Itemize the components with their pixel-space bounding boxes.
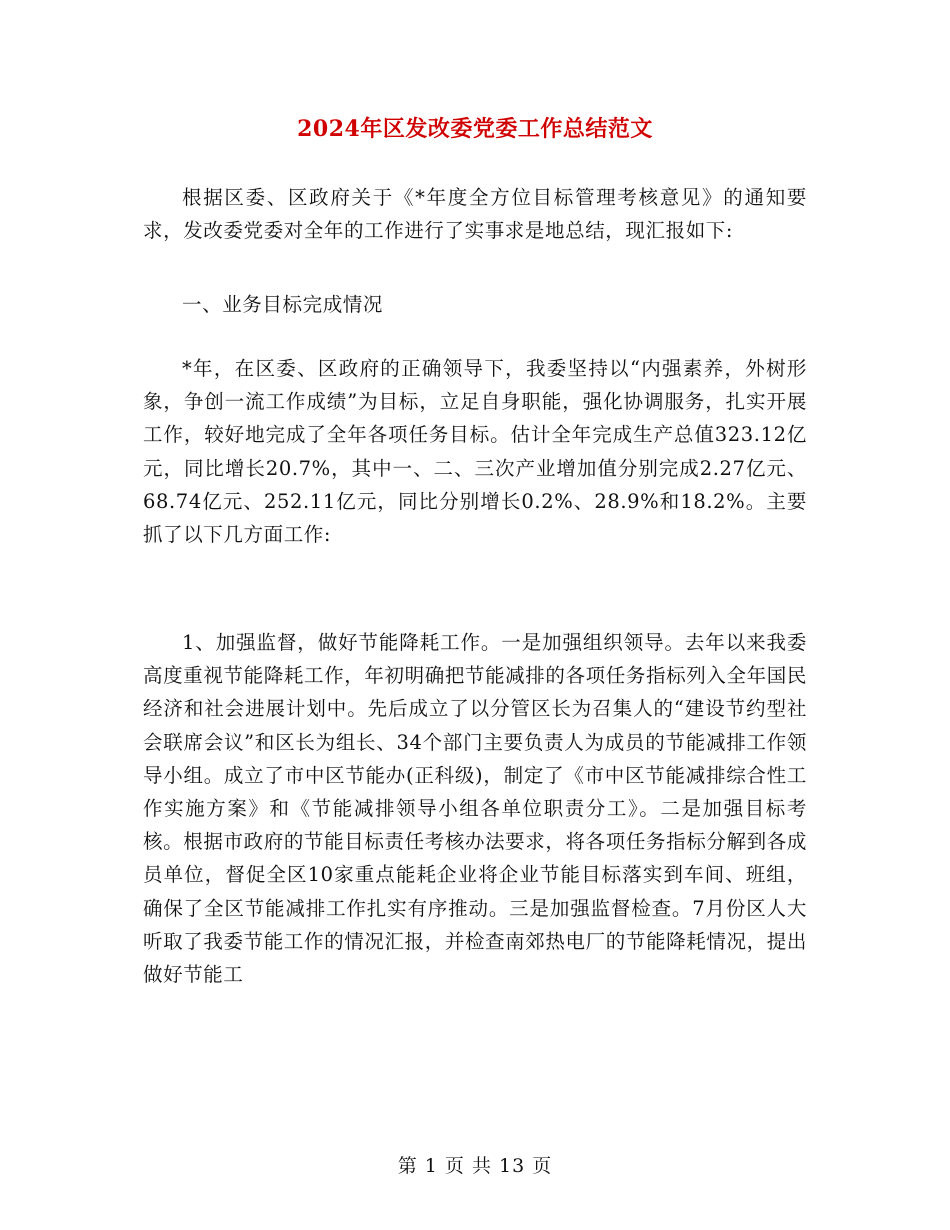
- page-footer: 第 1 页 共 13 页: [397, 1155, 553, 1177]
- paragraph-intro: 根据区委、区政府关于《*年度全方位目标管理考核意见》的通知要求，发改委党委对全年的工作进行了实事求是地总结，现汇报如下:: [143, 186, 807, 243]
- section-heading-business-goals: 一、业务目标完成情况: [182, 293, 384, 316]
- paragraph-goals-summary: *年，在区委、区政府的正确领导下，我委坚持以“内强素养，外树形象，争创一流工作成绩”为目标，立足自身职能，强化协调服务，扎实开展工作，较好地完成了全年各项任务目标。估计全年完成生产总值323.12亿元，同比增长20.7%，其中一、二、三次产业增加值分别完成2.27亿元、68.74亿元、252.11亿元，同比分别增长0.2%、28.9%和18.2%。主要抓了以下几方面工作:: [143, 357, 807, 547]
- paragraph-energy-saving: 1、加强监督，做好节能降耗工作。一是加强组织领导。去年以来我委高度重视节能降耗工作，年初明确把节能减排的各项任务指标列入全年国民经济和社会进展计划中。先后成立了以分管区长为召集人的“建设节约型社会联席会议”和区长为组长、34个部门主要负责人为成员的节能减排工作领导小组。成立了市中区节能办(正科级)，制定了《市中区节能减排综合性工作实施方案》和《节能减排领导小组各单位职责分工》。二是加强目标考核。根据市政府的节能目标责任考核办法要求，将各项任务指标分解到各成员单位，督促全区10家重点能耗企业将企业节能目标落实到车间、班组，确保了全区节能减排工作扎实有序推动。三是加强监督检查。7月份区人大听取了我委节能工作的情况汇报，并检查南郊热电厂的节能降耗情况，提出做好节能工: [143, 631, 807, 987]
- document-title: 2024年区发改委党委工作总结范文: [297, 116, 653, 142]
